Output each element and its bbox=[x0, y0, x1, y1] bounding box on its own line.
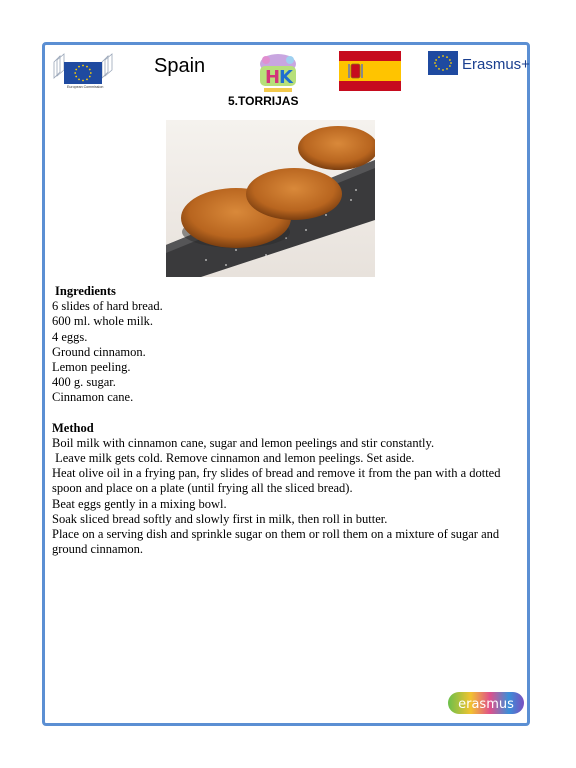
method-line: Boil milk with cinnamon cane, sugar and lemon peelings and stir constantly. bbox=[52, 435, 435, 450]
ingredient-item: Ground cinnamon. bbox=[52, 344, 146, 359]
erasmus-plus-label: Erasmus+ bbox=[462, 56, 530, 73]
eu-flag-icon bbox=[428, 51, 458, 75]
ingredient-item: 6 slides of hard bread. bbox=[52, 299, 163, 314]
erasmus-plus-logo bbox=[428, 51, 528, 81]
ingredient-item: Cinnamon cane. bbox=[52, 390, 134, 405]
erasmus-footer-logo bbox=[446, 689, 526, 717]
country-name: Spain bbox=[154, 55, 206, 77]
spain-flag-icon bbox=[339, 51, 401, 91]
method-line: spoon and place on a plate (until frying all the sliced bread). bbox=[52, 481, 353, 496]
ingredient-item: 4 eggs. bbox=[52, 329, 88, 344]
svg-text:H: H bbox=[265, 67, 281, 88]
ingredient-item: Lemon peeling. bbox=[52, 360, 131, 375]
method-line: Soak sliced bread softly and slowly first in milk, then roll in butter. bbox=[52, 511, 388, 526]
eu-logo-caption: European Commission bbox=[67, 85, 104, 89]
method-line: Heat olive oil in a frying pan, fry slides of bread and remove it from the pan with a dotted bbox=[52, 466, 501, 481]
method-heading: Method bbox=[52, 420, 94, 435]
erasmus-footer-text: erasmus bbox=[458, 697, 514, 712]
recipe-title: 5.TORRIJAS bbox=[228, 94, 299, 108]
recipe-body bbox=[52, 284, 522, 557]
method-line: Leave milk gets cold. Remove cinnamon and lemon peelings. Set aside. bbox=[52, 451, 415, 466]
method-line: Place on a serving dish and sprinkle sugar on them or roll them on a mixture of sugar and bbox=[52, 527, 500, 542]
project-logo-icon bbox=[256, 52, 300, 96]
ingredient-item: 400 g. sugar. bbox=[52, 375, 116, 390]
svg-text:K: K bbox=[279, 67, 293, 88]
torrijas-photo bbox=[166, 120, 375, 277]
method-line: Beat eggs gently in a mixing bowl. bbox=[52, 496, 227, 511]
ingredients-heading: Ingredients bbox=[55, 284, 116, 298]
method-line: ground cinnamon. bbox=[52, 542, 143, 557]
european-commission-logo bbox=[52, 52, 114, 92]
ingredient-item: 600 ml. whole milk. bbox=[52, 314, 154, 329]
